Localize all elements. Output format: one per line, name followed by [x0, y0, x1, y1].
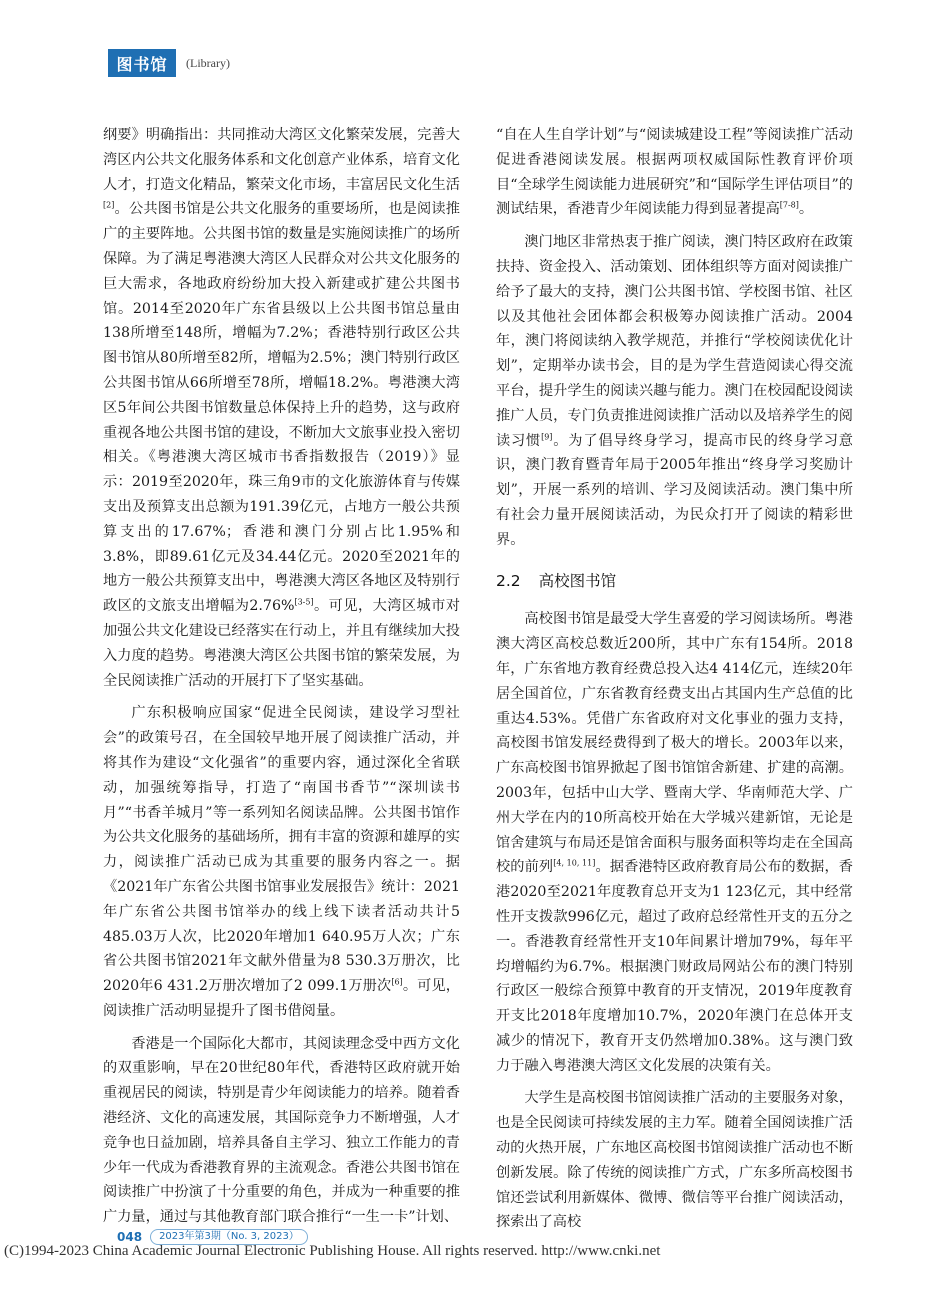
paragraph: 大学生是高校图书馆阅读推广活动的主要服务对象，也是全民阅读可持续发展的主力军。随着全国阅读推广活动的火热开展，广东地区高校图书馆阅读推广活动也不断创新发展。除了传统的阅读推广方式，广东多所高校图书馆还尝试利用新媒体、微博、微信等平台推广阅读活动，探索出了高校: [496, 1090, 853, 1231]
paragraph: “自在人生自学计划”与“阅读城建设工程”等阅读推广活动促进香港阅读发展。根据两项权威国际性教育评价项目“全球学生阅读能力进展研究”和“国际学生评估项目”的测试结果，香港青少年阅读能力得到显著提高[7-8]。: [496, 127, 853, 218]
left-column: [103, 123, 460, 1230]
paragraph: 香港是一个国际化大都市，其阅读理念受中西方文化的双重影响，早在20世纪80年代，香港特区政府就开始重视居民的阅读，特别是青少年阅读能力的培养。随着香港经济、文化的高速发展，其国际竞争力不断增强，人才竞争也日益加剧，培养具备自主学习、独立工作能力的青少年一代成为香港教育界的主流观念。香港公共图书馆在阅读推广中扮演了十分重要的角色，并成为一种重要的推广力量，通过与其他教育部门联合推行“一生一卡”计划、: [103, 1035, 460, 1226]
section-title: 高校图书馆: [538, 571, 617, 590]
paragraph: 高校图书馆是最受大学生喜爱的学习阅读场所。粤港澳大湾区高校总数近200所，其中广东有154所。2018年，广东省地方教育经费总投入达4 414亿元，连续20年居全国首位，广东省教育经费支出占其国内生产总值的比重达4.53%。凭借广东省政府对文化事业的强力支持，高校图书馆发展经费得到了极大的增长。2003年以来，广东高校图书馆界掀起了图书馆馆舍新建、扩建的高潮。2003年，包括中山大学、暨南大学、华南师范大学、广州大学在内的10所高校开始在大学城兴建新馆，无论是馆舍建筑与布局还是馆舍面积与服务面积等均走在全国高校的前列[4, 10, 11]。据香港特区政府教育局公布的数据，香港2020至2021年度教育总开支为1 123亿元，其中经常性开支拨款996亿元，超过了政府总经常性开支的五分之一。香港教育经常性开支10年间累计增加79%，每年平均增幅约为6.7%。根据澳门财政局网站公布的澳门特别行政区一般综合预算中教育的开支情况，2019年度教育开支比2018年度增加10.7%，2020年澳门在总体开支减少的情况下，教育开支仍然增加0.38%。这与澳门致力于融入粤港澳大湾区文化发展的决策有关。: [496, 611, 853, 1074]
paragraph: 广东积极响应国家“促进全民阅读，建设学习型社会”的政策号召，在全国较早地开展了阅读推广活动，并将其作为建设“文化强省”的重要内容，通过深化全省联动，加强统筹指导，打造了“南国书香节”“深圳读书月”“书香羊城月”等一系列知名阅读品牌。公共图书馆作为公共文化服务的基础场所，拥有丰富的资源和雄厚的实力，阅读推广活动已成为其重要的服务内容之一。据《2021年广东省公共图书馆事业发展报告》统计：2021年广东省公共图书馆举办的线上线下读者活动共计5 485.03万人次，比2020年增加1 640.95万人次；广东省公共图书馆2021年文献外借量为8 530.3万册次，比2020年6 431.2万册次增加了2 099.1万册次[6]。可见，阅读推广活动明显提升了图书借阅量。: [103, 705, 460, 1019]
citation: [7-8]: [779, 200, 799, 210]
issue-badge: 2023年第3期（No. 3, 2023）: [150, 1229, 308, 1245]
page-header: [108, 48, 230, 78]
section-heading: [496, 569, 853, 594]
citation: [4, 10, 11]: [553, 858, 596, 868]
citation: [3-5]: [294, 597, 314, 607]
section-number: 2.2: [496, 571, 521, 590]
paragraph: 澳门地区非常热衷于推广阅读，澳门特区政府在政策扶持、资金投入、活动策划、团体组织等方面对阅读推广给予了最大的支持，澳门公共图书馆、学校图书馆、社区以及其他社会团体都会积极筹办阅读推广活动。2004年，澳门将阅读纳入教学规范，并推行“学校阅读优化计划”，定期举办读书会，目的是为学生营造阅读心得交流平台，提升学生的阅读兴趣与能力。澳门在校园配设阅读推广人员，专门负责推进阅读推广活动以及培养学生的阅读习惯[9]。为了倡导终身学习，提高市民的终身学习意识，澳门教育暨青年局于2005年推出“终身学习奖励计划”，开展一系列的培训、学习及阅读活动。澳门集中所有社会力量开展阅读活动，为民众打开了阅读的精彩世界。: [496, 234, 853, 548]
journal-subtitle: (Library): [186, 55, 230, 70]
citation: [2]: [103, 200, 115, 210]
journal-logo: 图书馆: [108, 49, 176, 77]
copyright-notice: (C)1994-2023 China Academic Journal Electronic Publishing House. All rights reserved. http://www.cnki.net: [4, 1243, 661, 1259]
paragraph: 纲要》明确指出：共同推动大湾区文化繁荣发展，完善大湾区内公共文化服务体系和文化创意产业体系，培育文化人才，打造文化精品，繁荣文化市场，丰富居民文化生活[2]。公共图书馆是公共文化服务的重要场所，也是阅读推广的主要阵地。公共图书馆的数量是实施阅读推广的场所保障。为了满足粤港澳大湾区人民群众对公共文化服务的巨大需求，各地政府纷纷加大投入新建或扩建公共图书馆。2014至2020年广东省县级以上公共图书馆总量由138所增至148所，增幅为7.2%；香港特别行政区公共图书馆从80所增至82所，增幅为2.5%；澳门特别行政区公共图书馆从66所增至78所，增幅18.2%。粤港澳大湾区5年间公共图书馆数量总体保持上升的趋势，这与政府重视各地公共图书馆的建设，不断加大文旅事业投入密切相关。《粤港澳大湾区城市书香指数报告（2019）》显示：2019至2020年，珠三角9市的文化旅游体育与传媒支出及预算支出总额为191.39亿元，占地方一般公共预算支出的17.67%；香港和澳门分别占比1.95%和3.8%，即89.61亿元及34.44亿元。2020至2021年的地方一般公共预算支出中，粤港澳大湾区各地区及特别行政区的文旅支出增幅为2.76%[3-5]。可见，大湾区城市对加强公共文化建设已经落实在行动上，并且有继续加大投入力度的趋势。粤港澳大湾区公共图书馆的繁荣发展，为全民阅读推广活动的开展打下了坚实基础。: [103, 127, 460, 689]
citation: [9]: [541, 431, 553, 441]
right-column: [496, 123, 853, 1235]
page-number: 048: [117, 1230, 143, 1244]
citation: [6]: [391, 977, 403, 987]
